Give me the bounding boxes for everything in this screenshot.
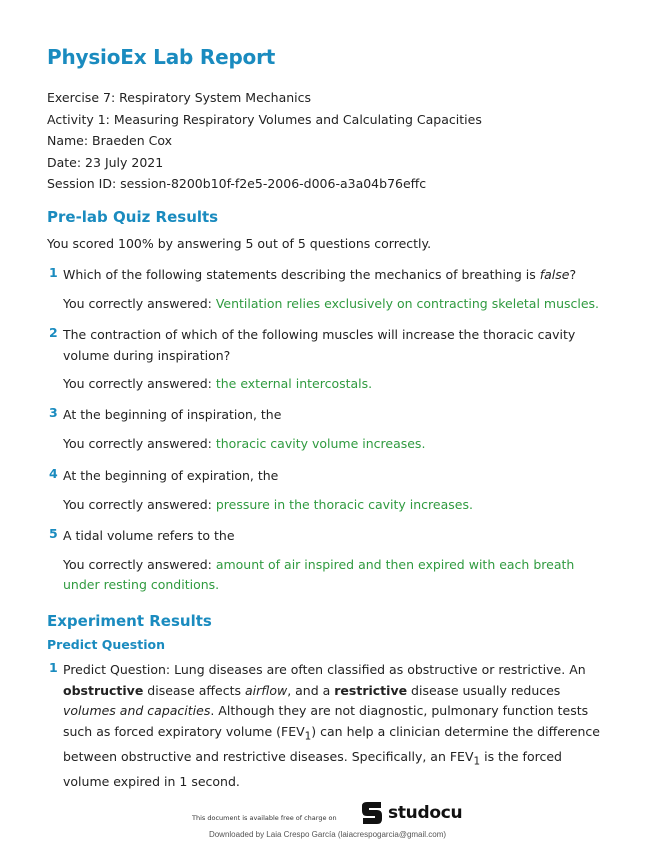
question-answer (63, 555, 607, 596)
predict-question-1 (47, 660, 607, 792)
question-text: A tidal volume refers to the (63, 528, 235, 543)
date-line: Date: 23 July 2021 (47, 154, 164, 170)
question-answer (63, 434, 607, 455)
question-number: 2 (49, 325, 58, 340)
activity-line: Activity 1: Measuring Respiratory Volumes and Calculating Capacities (47, 111, 482, 127)
question-number: 1 (49, 265, 58, 280)
exercise-line: Exercise 7: Respiratory System Mechanics (47, 90, 312, 105)
availability-note: This document is available free of charge on (192, 814, 337, 822)
download-note: Downloaded by Laia Crespo García (laiacrespogarcia@gmail.com) (208, 830, 447, 839)
quiz-question-3 (47, 405, 607, 454)
experiment-heading: Experiment Results (47, 612, 212, 630)
answer-prefix: You correctly answered: (63, 435, 216, 451)
quiz-question-2 (47, 325, 607, 395)
quiz-question-5 (47, 526, 607, 596)
question-answer (63, 294, 607, 315)
name-line: Name: Braeden Cox (47, 133, 173, 148)
question-text: The contraction of which of the following muscles will increase the thoracic cavity volume during inspiration? (63, 327, 576, 363)
quiz-question-1 (47, 265, 607, 314)
question-text: At the beginning of inspiration, the (63, 407, 282, 422)
answer-prefix: You correctly answered: (63, 376, 216, 391)
question-number: 5 (49, 526, 58, 541)
question-number: 3 (49, 405, 58, 420)
prelab-heading: Pre-lab Quiz Results (47, 208, 219, 226)
answer-value: pressure in the thoracic cavity increases. (215, 496, 473, 512)
answer-value: Ventilation relies exclusively on contracting skeletal muscles. (215, 295, 600, 311)
question-text: Which of the following statements describing the mechanics of breathing is false? (63, 267, 577, 282)
question-number: 1 (49, 660, 58, 675)
answer-value: the external intercostals. (215, 376, 373, 391)
studocu-mark-icon (359, 801, 385, 825)
prelab-score: You scored 100% by answering 5 out of 5 questions correctly. (47, 236, 432, 251)
question-answer (63, 495, 607, 516)
report-title: PhysioEx Lab Report (47, 45, 276, 69)
report-meta (47, 87, 482, 195)
question-text: At the beginning of expiration, the (63, 468, 279, 483)
predict-subheading: Predict Question (47, 637, 165, 652)
answer-prefix: You correctly answered: (63, 496, 216, 512)
session-line: Session ID: session-8200b10f-f2e5-2006-d006-a3a04b76effc (47, 176, 427, 191)
question-number: 4 (49, 466, 58, 481)
studocu-brand: studocu (388, 803, 463, 823)
predict-question-text: Predict Question: Lung diseases are often classified as obstructive or restrictive. An obstructive disease affects airflow, and a restrictive disease usually reduces volumes and capacities. Although they are not diagnostic, pulmonary function tests such as forced expiratory volume $(FEV_1)$ can help a clinician determine the difference between obstructive and restrictive diseases. Specifically, an $FEV_1$ is the forced volume expired in 1 second. (63, 662, 600, 789)
studocu-logo[interactable] (359, 801, 462, 825)
question-answer (63, 374, 607, 395)
answer-prefix: You correctly answered: (63, 295, 216, 311)
answer-value: amount of air inspired and then expired with each breath under resting conditions. (63, 556, 575, 592)
quiz-question-4 (47, 466, 607, 515)
answer-value: thoracic cavity volume increases. (215, 435, 426, 451)
answer-prefix: You correctly answered: (63, 556, 216, 572)
